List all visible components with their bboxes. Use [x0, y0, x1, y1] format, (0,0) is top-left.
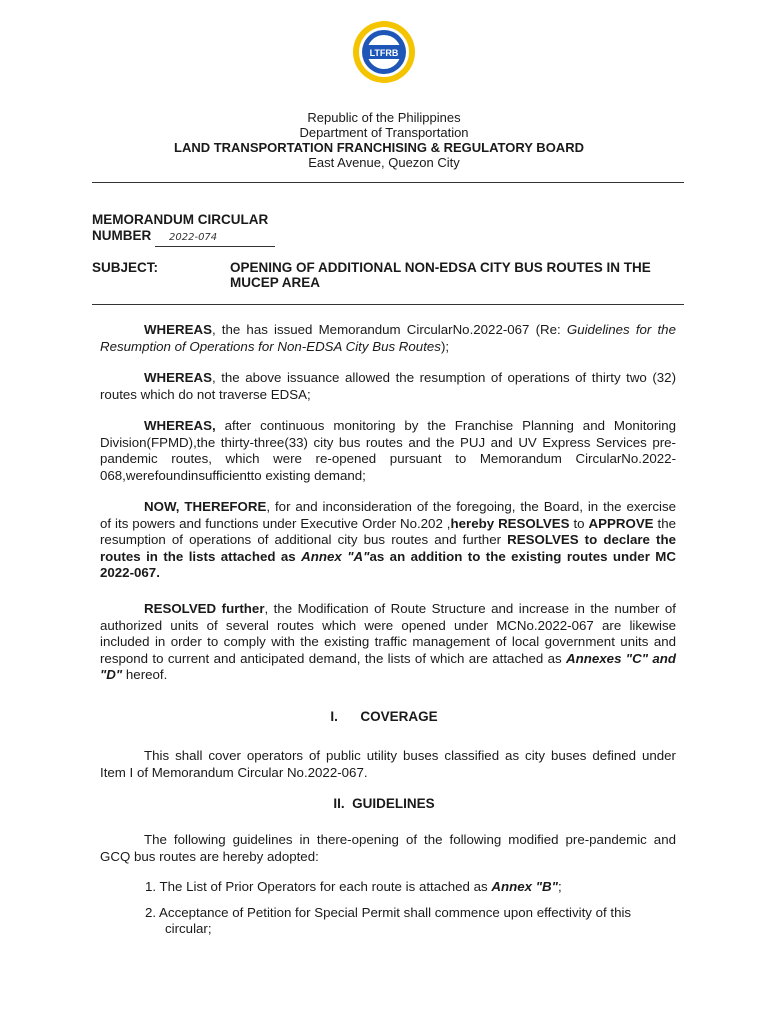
whereas-paragraph-2: WHEREAS, the above issuance allowed the resumption of operations of thirty two (32) routes which do not traverse EDSA; — [100, 370, 676, 402]
coverage-text: This shall cover operators of public utility buses classified as city buses defined under Item I of Memorandum Circular No.2022-067. — [100, 748, 676, 780]
whereas-paragraph-3: WHEREAS, after continuous monitoring by the Franchise Planning and Monitoring Division(FPMD),the thirty-three(33) city bus routes and the PUJ and UV Express Services pre-pandemic routes, which were re-opened pursuant to Memorandum CircularNo.2022-068,werefoundinsufficientto existing demand; — [100, 418, 676, 483]
memo-number: 2022-074 — [155, 230, 275, 247]
resolved-further-paragraph: RESOLVED further, the Modification of Route Structure and increase in the number of authorized units of several routes which were opened under MCNo.2022-067 are likewise included in order to comply with the existing traffic management of local government units and respond to current and anticipated demand, the lists of which are attached as Annexes "C" and "D" hereof. — [100, 601, 677, 683]
list-item: 1. The List of Prior Operators for each route is attached as Annex "B"; — [145, 879, 562, 894]
subject-label: SUBJECT: — [92, 260, 159, 275]
guidelines-heading: II. GUIDELINES — [333, 796, 435, 811]
memo-label: MEMORANDUM CIRCULAR — [92, 212, 269, 227]
subject-text: OPENING OF ADDITIONAL NON-EDSA CITY BUS ROUTES IN THE MUCEP AREA — [230, 260, 651, 290]
subject-divider — [92, 304, 684, 305]
header-republic: Republic of the Philippines — [307, 110, 461, 125]
seal-text: LTFRB — [369, 48, 399, 58]
letterhead — [0, 110, 768, 170]
header-divider — [92, 182, 684, 183]
header-agency: LAND TRANSPORTATION FRANCHISING & REGULATORY BOARD — [174, 140, 584, 155]
ltfrb-seal-logo — [352, 20, 416, 84]
list-item: 2. Acceptance of Petition for Special Permit shall commence upon effectivity of this circular; — [145, 904, 632, 937]
guidelines-list — [145, 879, 680, 947]
whereas-paragraph-1: WHEREAS, the has issued Memorandum CircularNo.2022-067 (Re: Guidelines for the Resumption of Operations for Non-EDSA City Bus Routes); — [100, 322, 676, 354]
header-department: Department of Transportation — [299, 125, 469, 140]
guidelines-intro: The following guidelines in there-opening of the following modified pre-pandemic and GCQ bus routes are hereby adopted: — [100, 832, 676, 864]
number-label: NUMBER — [92, 228, 152, 243]
now-therefore-paragraph: NOW, THEREFORE, for and inconsideration of the foregoing, the Board, in the exercise of its powers and functions under Executive Order No.202 ,hereby RESOLVES to APPROVE the resumption of operations of additional city bus routes and further RESOLVES to declare the routes in the lists attached as Annex "A"as an addition to the existing routes under MC 2022-067. — [100, 499, 677, 581]
coverage-heading: I. COVERAGE — [330, 709, 438, 724]
memo-block — [92, 212, 275, 247]
header-address: East Avenue, Quezon City — [308, 155, 460, 170]
